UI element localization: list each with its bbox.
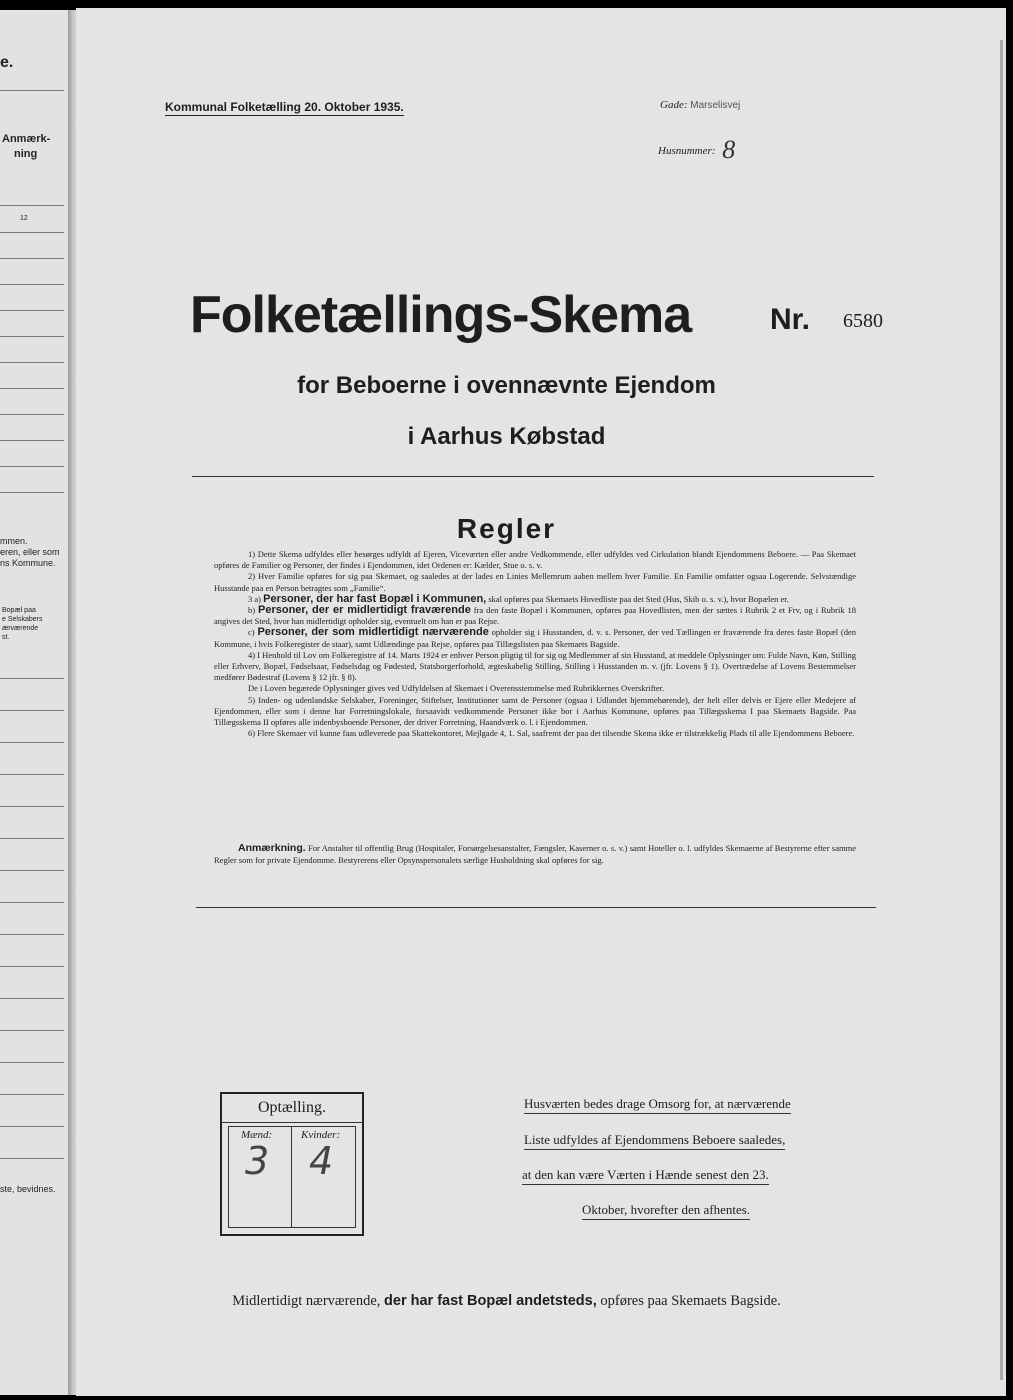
notice-line-4: Oktober, hvorefter den afhentes.	[582, 1202, 750, 1220]
rules-text	[214, 549, 856, 739]
women-value: 4	[309, 1139, 334, 1183]
husnummer-label: Husnummer:	[658, 145, 716, 157]
women-label: Kvinder:	[301, 1129, 341, 1141]
count-title: Optælling.	[222, 1094, 362, 1123]
left-fragment-a-3: ns Kommune.	[0, 558, 56, 568]
rule-2: 2) Hver Familie opføres for sig paa Skemaet, og saaledes at der lades en Linies Mellemrum aaben mellem hver Familie. En Familie omfatter ogsaa Logerende. Selvstændige Husstande paa en Person betragtes som „Familie“.	[214, 571, 856, 593]
rule-3a: 3 a) Personer, der har fast Bopæl i Kommunen, skal opføres paa Skemaets Hovedliste paa det Sted (Hus, Skib o. s. v.), hvor Bopælen er.	[248, 592, 789, 605]
husnummer-value: 8	[722, 135, 736, 164]
left-fragment-b-3: ærværende	[2, 625, 39, 632]
gade-field	[660, 99, 740, 111]
left-fragment-b-4: st.	[2, 634, 10, 641]
notice-line-2: Liste udfyldes af Ejendommens Beboere saaledes,	[524, 1132, 785, 1150]
census-label: Kommunal Folketælling 20. Oktober 1935.	[165, 100, 404, 114]
husnummer-field	[658, 135, 735, 165]
men-label: Mænd:	[241, 1129, 273, 1141]
rule-1: 1) Dette Skema udfyldes eller besørges udfyldt af Ejeren, Viceværten eller andre Vedkommende, eller udfyldes ved Cirkulation blandt Ejendommens Beboere. — Paa Skemaet opføres de Familier og Personer, der findes i Ejendommen, idet Ordenen er: Kælder, Stue o. s. v.	[214, 549, 856, 571]
left-fragment-a-1: mmen.	[0, 536, 28, 546]
left-heading-fragment: e.	[0, 54, 14, 71]
form-number-label: Nr.	[770, 303, 811, 336]
rule-4: 4) I Henhold til Lov om Folkeregistre af 14. Marts 1924 er enhver Person pligtig til for sig og Medlemmer af sin Husstand, at meddele Oplysninger om: Fulde Navn, Køn, Stilling eller Erhverv, Bopæl, Fødselsaar, Fødselsdag og Fødested, Statsborgerforhold, ægteskabelig Stilling, Stilling i Husstanden m. v. (jfr. Lovens § 1). Overtrædelse af Lovens Bestemmelser medfører Bødestraf (Lovens § 12 jfr. § 8).	[214, 649, 856, 683]
rule-3c: c) Personer, der som midlertidigt nærværende opholder sig i Husstanden, d. v. s. Personer, der ved Tællingen er fraværende fra deres faste Bopæl (den Kommune, i hvis Folkeregister de staar), samt Udlændinge paa Rejse, opføres paa Tillægslisten paa Skemaets Bagside.	[214, 626, 857, 649]
notice-line-1: Husværten bedes drage Omsorg for, at nærværende	[524, 1096, 791, 1114]
gade-value: Marselisvej	[690, 100, 741, 111]
rule-3b: b) Personer, der er midlertidigt fraværende fra den faste Bopæl i Kommunen, opføres paa Hovedlisten, men der sættes i Rubrik 2 et Frv, og i Rubrik 18 angives det Sted, hvor han midlertidigt opholder sig, eventuelt om han er paa Rejse.	[214, 604, 857, 627]
left-col-heading-1: Anmærk-	[2, 133, 51, 145]
count-box	[220, 1092, 364, 1236]
remark-paragraph	[214, 843, 856, 866]
count-grid	[228, 1126, 356, 1228]
form-subtitle-city: i Aarhus Købstad	[407, 423, 606, 450]
left-fragment-b-1: Bopæl paa	[2, 607, 36, 614]
left-fragment-b-2: e Selskabers	[2, 616, 43, 623]
form-subtitle: for Beboerne i ovennævnte Ejendom	[297, 372, 716, 399]
rule-5: 5) Inden- og udenlandske Selskaber, Foreninger, Stiftelser, Institutioner samt de Personer (ogsaa i Udlandet hjemmehørende), der helt eller delvis er Ejere eller Medejere af Ejendommen, eller som i denne har Forretningslokale, forsaavidt vedkommende Personer ikke bor i Aarhus Kommune, opføres paa Tillægsskema I paa Skemaets Bagside. Paa Tillægsskema II opføres alle indenbysboende Personer, der driver Forretning, Haandværk o. l. i Ejendommen.	[214, 694, 856, 728]
previous-page-fragment	[0, 10, 70, 1395]
page-edge	[1000, 40, 1003, 1380]
footer-note: Midlertidigt nærværende, der har fast Bopæl andetsteds, opføres paa Skemaets Bagside.	[232, 1293, 781, 1309]
gade-label: Gade:	[660, 99, 688, 111]
divider-rule	[192, 476, 874, 477]
left-fragment-c: ste, bevidnes.	[0, 1184, 56, 1194]
left-fragment-a-2: eren, eller som	[0, 547, 60, 557]
remark-label: Anmærkning.	[238, 842, 306, 854]
rule-6: 6) Flere Skemaer vil kunne faas udleverede paa Skattekontoret, Mejlgade 4, 1. Sal, saafremt der paa det tilsendte Skema ikke er tilstrækkelig Plads til alle Ejendommens Beboere.	[248, 728, 855, 739]
left-col-heading-2: ning	[14, 148, 38, 160]
remark-text: For Anstalter til offentlig Brug (Hospitaler, Forsørgelsesanstalter, Fængsler, Kaserner o. s. v.) samt Hoteller o. l. udfyldes Skemaerne af Bestyrerne efter samme Regler som for private Ejendomme. Bestyrerens eller Opsynspersonalets særlige Husholdning skal opføres for sig.	[214, 843, 856, 865]
rule-4b: De i Loven begærede Oplysninger gives ved Udfyldelsen af Skemaet i Overensstemmelse med Rubrikkernes Overskrifter.	[248, 683, 665, 694]
divider-rule-2	[196, 907, 876, 908]
rules-heading: Regler	[456, 513, 557, 544]
notice-line-3: at den kan være Værten i Hænde senest den 23.	[522, 1167, 769, 1185]
left-col-number: 12	[20, 215, 28, 222]
form-title: Folketællings-Skema	[190, 286, 692, 344]
men-value: 3	[245, 1139, 270, 1183]
form-number-value: 6580	[843, 310, 883, 332]
